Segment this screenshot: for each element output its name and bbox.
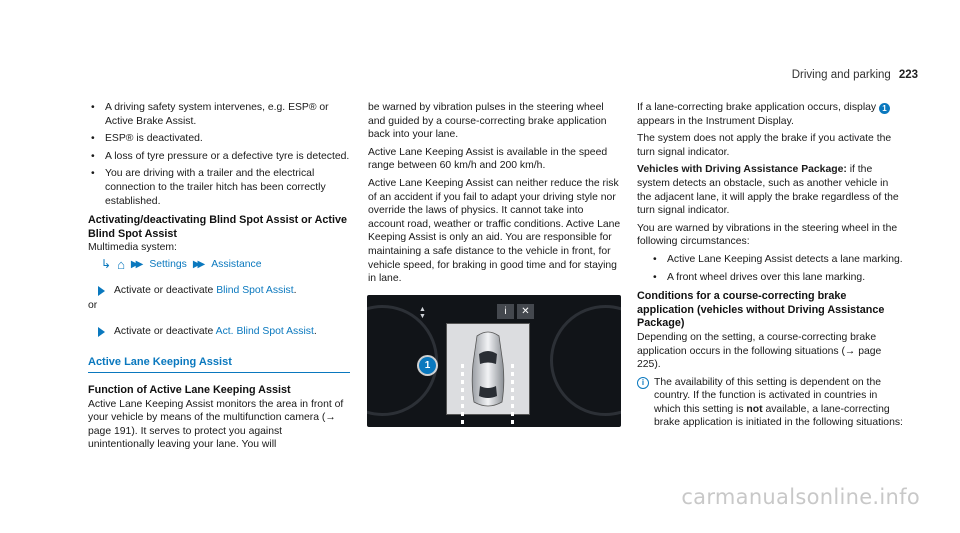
paragraph: Active Lane Keeping Assist can neither reduce the risk of an accident if you fail to adapt your driving style nor override the laws of physics. It cannot take into account road, weather or traffic conditions. Active Lane Keeping Assist is only an aid. You are responsible for maintaining a safe distance to the vehicle in front, for vehicle speed, for braking in good time and for staying in lane. xyxy=(368,177,621,285)
chevron-double-icon: ▶▶ xyxy=(130,258,141,270)
list-item: • A loss of tyre pressure or a defective tyre is detected. xyxy=(88,150,350,164)
step-text: Activate or deactivate xyxy=(114,284,217,296)
paragraph xyxy=(637,163,905,217)
text-span: If a lane-correcting brake application occurs, display xyxy=(637,102,879,113)
info-note xyxy=(637,376,905,430)
chevron-double-icon: ▶▶ xyxy=(192,258,203,270)
column-right xyxy=(637,101,905,430)
lane-display-panel xyxy=(446,323,530,415)
info-icon: i xyxy=(497,304,514,319)
list-item: • A front wheel drives over this lane marking. xyxy=(637,271,905,285)
function-paragraph: Active Lane Keeping Assist monitors the area in front of your vehicle by means of the multifunction camera (→ page 191). It serves to protect you against unintentionally leaving your lane. You will xyxy=(88,398,344,451)
column-middle xyxy=(368,101,622,290)
path-settings: Settings xyxy=(149,258,187,270)
step-activate-blind-spot xyxy=(88,284,350,298)
heading-activate-blind-spot: Activating/deactivating Blind Spot Assist or Active Blind Spot Assist xyxy=(88,214,347,240)
paragraph: You are warned by vibrations in the steering wheel in the following circumstances: xyxy=(637,222,898,248)
gauge-right xyxy=(550,305,621,416)
blind-spot-assist-link: Blind Spot Assist xyxy=(216,284,294,296)
text-span: appears in the Instrument Display. xyxy=(637,115,794,127)
bullet-list xyxy=(88,101,350,208)
bold-word: not xyxy=(746,403,763,415)
instrument-display-illustration xyxy=(367,295,621,427)
paragraph xyxy=(637,101,905,128)
info-icon: i xyxy=(637,377,649,389)
text-span: if the system detects an obstacle, such as another vehicle in the adjacent lane, it will apply the brake regardless of the turn signal indicator. xyxy=(637,164,899,217)
home-icon: ⌂ xyxy=(117,256,125,272)
paragraph: Active Lane Keeping Assist is available in the speed range between 60 km/h and 200 km/h. xyxy=(368,146,608,172)
section-title: Driving and parking xyxy=(791,69,891,81)
path-assistance: Assistance xyxy=(211,258,262,270)
text-span: available, a lane-correcting brake application is initiated in the following situations: xyxy=(654,403,903,429)
function-heading: Function of Active Lane Keeping Assist xyxy=(88,383,291,396)
paragraph: be warned by vibration pulses in the steering wheel and guided by a course-correcting brake application back into your lane. xyxy=(368,102,607,141)
or-text: or xyxy=(88,300,98,312)
section-heading: Active Lane Keeping Assist xyxy=(88,356,350,373)
step-suffix: . xyxy=(293,284,297,296)
step-activate-active-blind-spot xyxy=(88,325,350,339)
column-left xyxy=(88,101,350,456)
page-number: 223 xyxy=(898,69,918,81)
multimedia-label: Multimedia system: xyxy=(88,242,177,254)
step-arrow-icon xyxy=(98,286,105,296)
active-blind-spot-assist-link: Act. Blind Spot Assist xyxy=(215,325,314,337)
car-top-view-icon xyxy=(447,324,529,414)
list-item: • You are driving with a trailer and the electrical connection to the trailer hitch has been correctly established. xyxy=(88,167,350,208)
enter-arrow-icon: ↳ xyxy=(101,256,112,271)
list-item: • ESP® is deactivated. xyxy=(88,132,350,146)
list-item: • Active Lane Keeping Assist detects a lane marking. xyxy=(637,253,905,267)
callout-1: 1 xyxy=(419,357,436,374)
up-down-arrows-icon: ▲ ▼ xyxy=(419,306,426,320)
page-header xyxy=(792,69,918,83)
bullet-list xyxy=(637,253,905,284)
menu-path xyxy=(101,258,350,272)
bold-label: Vehicles with Driving Assistance Package: xyxy=(637,164,847,176)
paragraph: The system does not apply the brake if you activate the turn signal indicator. xyxy=(637,133,892,158)
step-text: Activate or deactivate xyxy=(114,325,216,337)
paragraph: Depending on the setting, a course-correcting brake application occurs in the following situations (→ page 225). xyxy=(637,331,882,371)
step-arrow-icon xyxy=(98,327,105,337)
list-item: • A driving safety system intervenes, e.g. ESP® or Active Brake Assist. xyxy=(88,101,350,128)
text-span: The availability of this setting is dependent on the country. If the function is activated in countries in which this setting is xyxy=(654,376,882,415)
watermark: carmanualsonline.info xyxy=(681,485,920,510)
display-badge-1: 1 xyxy=(879,103,890,114)
step-suffix: . xyxy=(313,325,317,337)
close-icon: ✕ xyxy=(517,304,534,319)
conditions-heading: Conditions for a course-correcting brake application (vehicles without Driving Assistance Package) xyxy=(637,290,885,330)
